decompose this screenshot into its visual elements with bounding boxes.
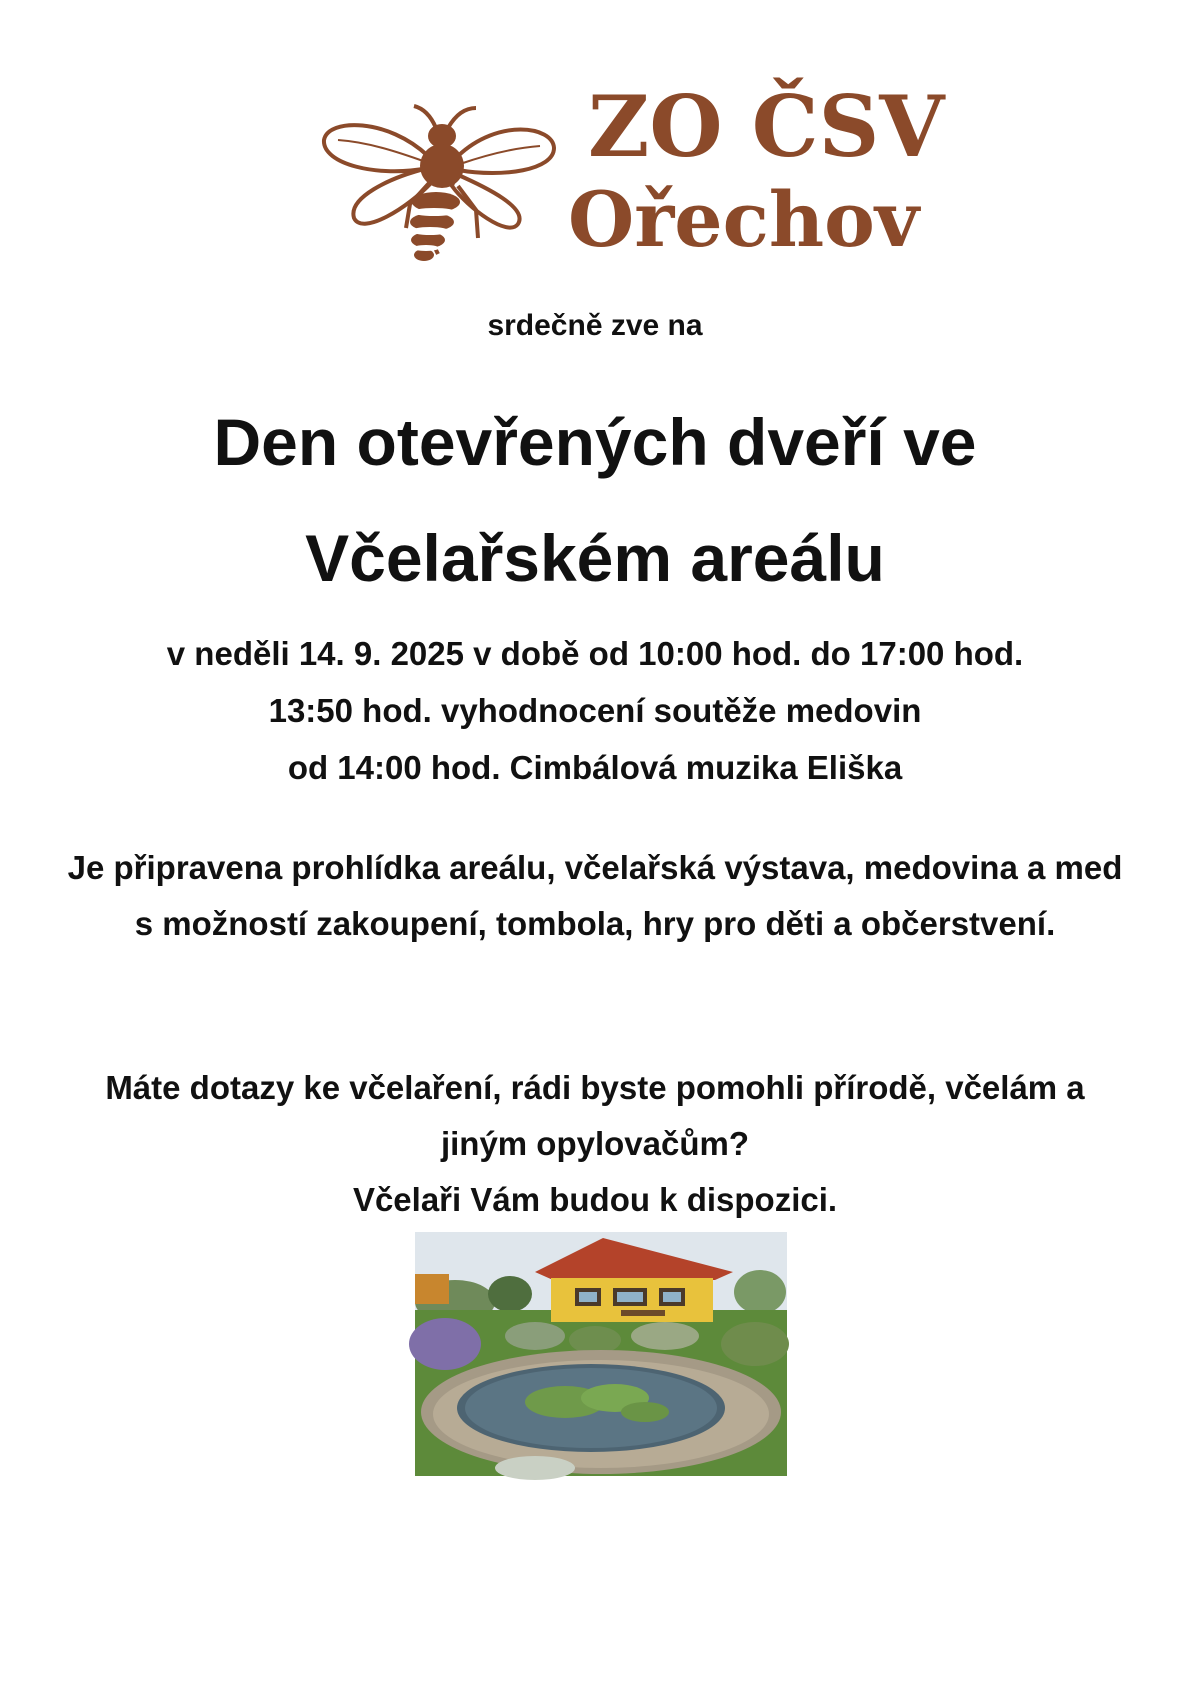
logo-line-1: ZO ČSV <box>588 77 945 176</box>
event-schedule <box>60 625 1130 796</box>
logo-line-2: Ořechov <box>568 175 919 264</box>
event-title-line-2: Včelařském areálu <box>305 521 885 595</box>
questions-block <box>60 1060 1130 1228</box>
schedule-mead-competition: 13:50 hod. vyhodnocení soutěže medovin <box>268 692 922 729</box>
schedule-music: od 14:00 hod. Cimbálová muzika Eliška <box>287 749 903 786</box>
invite-text: srdečně zve na <box>487 309 703 342</box>
questions-text: Máte dotazy ke včelaření, rádi byste pomohli přírodě, včelám a jiným opylovačům? <box>105 1069 1085 1162</box>
zo-csv-orechov-logo <box>318 77 945 278</box>
beekeepers-available-text: Včelaři Vám budou k dispozici. <box>352 1181 838 1218</box>
house-and-pond-photo <box>415 1232 787 1476</box>
event-title-line-1: Den otevřených dveří ve <box>213 405 977 479</box>
program-description: Je připravena prohlídka areálu, včelařská výstava, medovina a med s možností zakoupení, tombola, hry pro děti a občerstvení. <box>67 849 1123 942</box>
schedule-date-time: v neděli 14. 9. 2025 v době od 10:00 hod. do 17:00 hod. <box>166 635 1024 672</box>
event-title <box>60 384 1130 616</box>
